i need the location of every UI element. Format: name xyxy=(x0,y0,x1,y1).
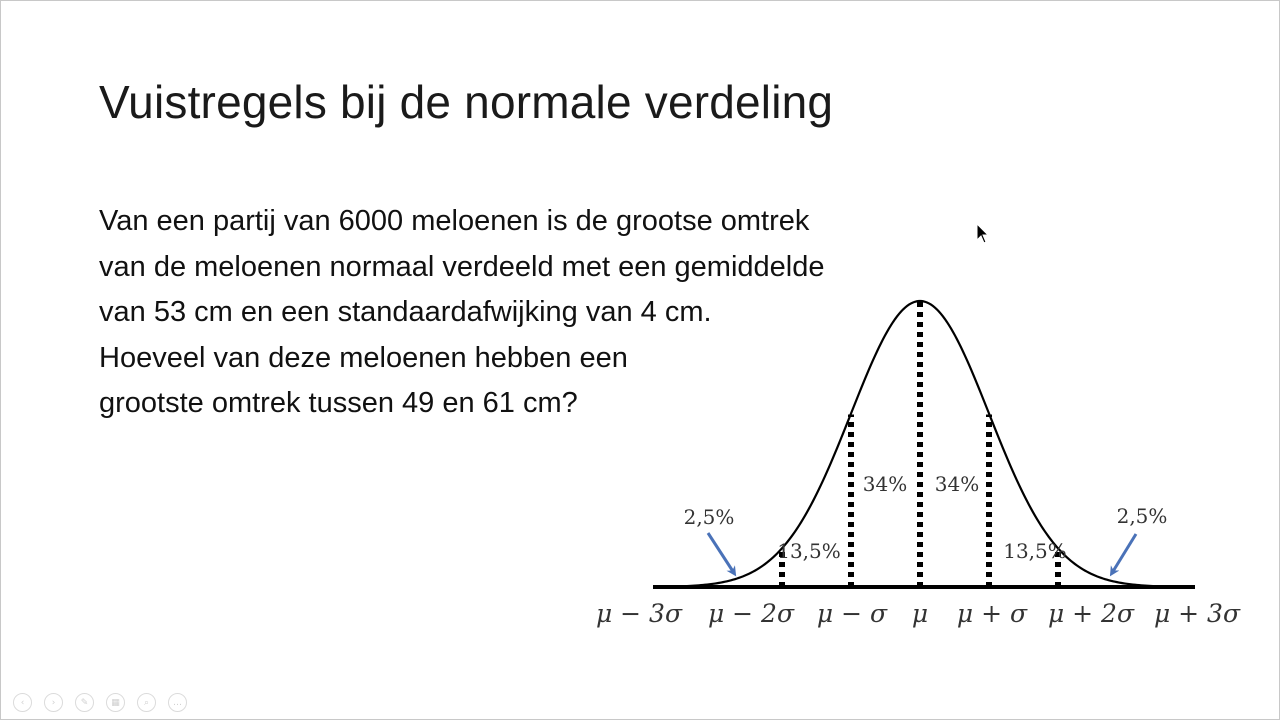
normal-distribution-diagram xyxy=(1,1,1279,719)
slide-title: Vuistregels bij de normale verdeling xyxy=(99,76,834,128)
slides-icon[interactable]: ▦ xyxy=(106,693,125,712)
axis-label-mu: μ xyxy=(911,599,929,628)
arrow-left-tail xyxy=(708,533,734,573)
next-icon[interactable]: › xyxy=(44,693,63,712)
body-line: van 53 cm en een standaardafwijking van 4 cm. xyxy=(99,296,712,328)
mouse-pointer-icon xyxy=(976,223,990,245)
region-label-right-tail: 2,5% xyxy=(1116,504,1168,528)
region-label-left-inner: 34% xyxy=(862,472,908,496)
region-label-left-outer: 13,5% xyxy=(777,539,841,563)
axis-label-mu-minus-sigma: μ − σ xyxy=(816,599,888,628)
presentation-controls xyxy=(13,693,187,712)
body-line: grootste omtrek tussen 49 en 61 cm? xyxy=(99,387,578,419)
axis-label-mu-plus-2sigma: μ + 2σ xyxy=(1047,599,1135,628)
arrow-right-tail xyxy=(1112,534,1136,573)
more-icon[interactable]: … xyxy=(168,693,187,712)
region-label-right-outer: 13,5% xyxy=(1003,539,1067,563)
axis-label-mu-plus-sigma: μ + σ xyxy=(956,599,1028,628)
axis-label-mu-minus-2sigma: μ − 2σ xyxy=(707,599,795,628)
body-line: Hoeveel van deze meloenen hebben een xyxy=(99,341,628,374)
body-line: van de meloenen normaal verdeeld met een gemiddelde xyxy=(99,250,825,283)
zoom-icon[interactable]: ⌕ xyxy=(137,693,156,712)
pen-icon[interactable]: ✎ xyxy=(75,693,94,712)
axis-label-mu-minus-3sigma: μ − 3σ xyxy=(595,599,683,628)
region-label-left-tail: 2,5% xyxy=(683,505,735,529)
prev-icon[interactable]: ‹ xyxy=(13,693,32,712)
bell-curve xyxy=(653,301,1195,587)
body-line: Van een partij van 6000 meloenen is de grootse omtrek xyxy=(99,205,810,237)
region-label-right-inner: 34% xyxy=(934,472,980,496)
axis-label-mu-plus-3sigma: μ + 3σ xyxy=(1153,599,1241,628)
